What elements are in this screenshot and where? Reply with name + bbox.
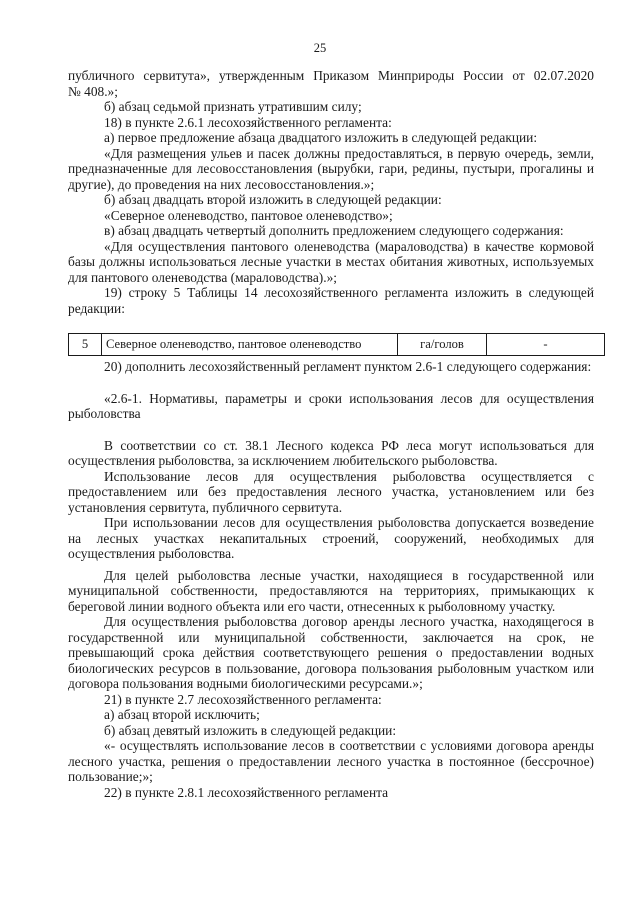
quote-paragraph: «- осуществлять использование лесов в соответствии с условиями договора аренды лесного участка, решения о предоставлении лесного участка в постоянное (бессрочное) пользование;»;	[68, 738, 594, 784]
section-heading: «2.6-1. Нормативы, параметры и сроки использования лесов для осуществления рыболовства	[68, 390, 594, 421]
table-cell-name: Северное оленеводство, пантовое оленеводство	[102, 334, 398, 356]
paragraph: Для осуществления рыболовства договор аренды лесного участка, находящегося в государственной или муниципальной собственности, заключается на срок, не превышающий срока действия соответствующего решения о предоставлении водных биологических ресурсов в пользование, договора пользования рыболовным участком или договора пользования водными биологическими ресурсами.»;	[68, 614, 594, 691]
quote-paragraph: «Для осуществления пантового оленеводства (мараловодства) в качестве кормовой базы должны использоваться лесные участки в местах обитания животных, используемых для пантового оленеводства (мараловодства).»;	[68, 238, 594, 285]
paragraph: Для целей рыболовства лесные участки, находящиеся в государственной или муниципальной собственности, предоставляются на территориях, примыкающих к береговой линии водного объекта или его части, отнесенных к рыболовному участку.	[68, 567, 594, 614]
paragraph: В соответствии со ст. 38.1 Лесного кодекса РФ леса могут использоваться для осуществления рыболовства, за исключением любительского рыболовства.	[68, 437, 594, 468]
paragraph: б) абзац седьмой признать утратившим силу;	[104, 99, 362, 114]
table-14-row	[68, 333, 605, 356]
table-cell-unit: га/голов	[398, 334, 487, 356]
page-body	[68, 68, 594, 800]
paragraph: а) абзац второй исключить;	[104, 707, 260, 722]
page-number: 25	[313, 41, 327, 55]
paragraph: 22) в пункте 2.8.1 лесохозяйственного регламента	[104, 784, 389, 800]
paragraph: 21) в пункте 2.7 лесохозяйственного регламента:	[104, 691, 382, 707]
paragraph: «Северное оленеводство, пантовое оленеводство»;	[104, 207, 393, 223]
paragraph-line: публичного сервитута», утвержденным Приказом Минприроды России от 02.07.2020	[68, 68, 594, 83]
paragraph: а) первое предложение абзаца двадцатого изложить в следующей редакции:	[104, 130, 538, 145]
paragraph: 19) строку 5 Таблицы 14 лесохозяйственного регламента изложить в следующей редакции:	[68, 285, 594, 316]
table-row	[69, 334, 605, 356]
table-cell-value: -	[487, 334, 605, 356]
paragraph: б) абзац двадцать второй изложить в следующей редакции:	[104, 192, 442, 207]
table-cell-number: 5	[69, 334, 102, 356]
paragraph: Использование лесов для осуществления рыболовства осуществляется с предоставлением или без предоставления лесного участка, установлением или без установления сервитута, публичного сервитута.	[68, 468, 594, 515]
paragraph-line: № 408.»;	[68, 83, 118, 99]
paragraph: 18) в пункте 2.6.1 лесохозяйственного регламента:	[104, 114, 392, 130]
paragraph: При использовании лесов для осуществления рыболовства допускается возведение на лесных участках некапитальных строений, сооружений, необходимых для осуществления рыболовства.	[68, 515, 594, 561]
paragraph: в) абзац двадцать четвертый дополнить предложением следующего содержания:	[104, 223, 564, 238]
paragraph: 20) дополнить лесохозяйственный регламент пунктом 2.6-1 следующего содержания:	[104, 359, 592, 374]
paragraph: б) абзац девятый изложить в следующей редакции:	[104, 722, 397, 738]
quote-paragraph: «Для размещения ульев и пасек должны предоставляться, в первую очередь, земли, предназначенные для лесовосстановления (вырубки, гари, редины, пустыри, прогалины и другие), до проведения на них лесовосстановления.»;	[68, 145, 594, 192]
